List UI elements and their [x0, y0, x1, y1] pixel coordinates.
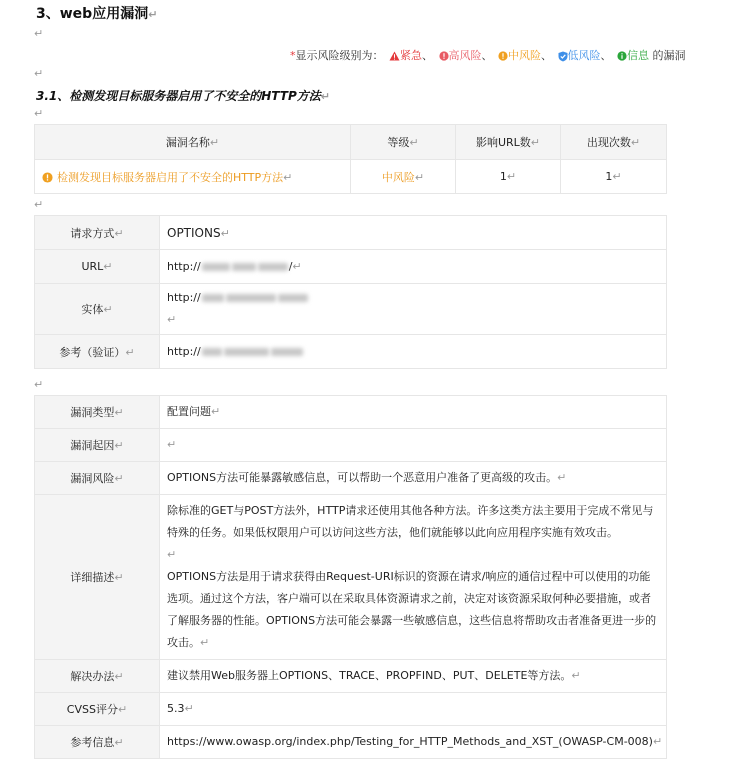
risk-label: 漏洞风险↵ — [35, 462, 160, 495]
header-occurrences: 出现次数↵ — [561, 125, 667, 160]
header-url-count: 影响URL数↵ — [456, 125, 561, 160]
cause-label: 漏洞起因↵ — [35, 429, 160, 462]
entity-label: 实体↵ — [35, 284, 160, 335]
url-count-cell: 1↵ — [456, 160, 561, 194]
header-vuln-name: 漏洞名称↵ — [35, 125, 351, 160]
table-row — [35, 726, 667, 759]
paragraph-mark: ↵ — [34, 67, 44, 80]
table-row — [35, 693, 667, 726]
table-row — [35, 284, 667, 335]
table-row — [35, 429, 667, 462]
type-label: 漏洞类型↵ — [35, 396, 160, 429]
risk-level-legend: *显示风险级别为： 紧急、 高风险、 中风险、 低风险、 信息 的漏洞 — [290, 49, 686, 62]
method-value: OPTIONS↵ — [160, 216, 667, 250]
paragraph-mark: ↵ — [34, 378, 44, 391]
table-row — [35, 216, 667, 250]
risk-value: OPTIONS方法可能暴露敏感信息，可以帮助一个恶意用户准备了更高级的攻击。↵ — [160, 462, 667, 495]
table-row — [35, 160, 667, 194]
vuln-name-cell[interactable]: 检测发现目标服务器启用了不安全的HTTP方法↵ — [35, 160, 351, 194]
method-label: 请求方式↵ — [35, 216, 160, 250]
header-level: 等级↵ — [351, 125, 456, 160]
type-value: 配置问题↵ — [160, 396, 667, 429]
description-label: 详细描述↵ — [35, 495, 160, 660]
reference-label: 参考（验证）↵ — [35, 335, 160, 369]
cause-value: ↵ — [160, 429, 667, 462]
url-value[interactable]: http:// /↵ — [160, 250, 667, 284]
warning-triangle-icon — [389, 51, 400, 61]
table-row — [35, 495, 667, 660]
table-row — [35, 660, 667, 693]
solution-label: 解决办法↵ — [35, 660, 160, 693]
table-row — [35, 396, 667, 429]
vulnerability-detail-table — [34, 395, 667, 759]
cvss-label: CVSS评分↵ — [35, 693, 160, 726]
medium-risk-icon — [42, 172, 53, 183]
medium-risk-icon — [498, 51, 508, 61]
reference-info-label: 参考信息↵ — [35, 726, 160, 759]
high-risk-icon — [439, 51, 449, 61]
description-value: 除标准的GET与POST方法外，HTTP请求还使用其他各种方法。许多这类方法主要用于完成不常见与特殊的任务。如果低权限用户可以访问这些方法，他们就能够以此向应用程序实施有效攻击。 ↵ OPTIONS方法是用于请求获得由Request-URI标识的资源在请求/响应的通信过程中可以使用的功能选项。通过这个方法，客户端可以在采取具体资源请求之前，决定对该资源采取何种必要措施，或者了解服务器的性能。OPTIONS方法可能会暴露一些敏感信息，这些信息将帮助攻击者准备更进一步的攻击。↵ — [160, 495, 667, 660]
paragraph-mark: ↵ — [34, 198, 44, 211]
vulnerability-summary-table — [34, 124, 667, 194]
paragraph-mark: ↵ — [34, 107, 44, 120]
solution-value: 建议禁用Web服务器上OPTIONS、TRACE、PROPFIND、PUT、DELETE等方法。↵ — [160, 660, 667, 693]
info-icon — [617, 51, 627, 61]
request-info-table — [34, 215, 667, 369]
reference-info-link[interactable]: https://www.owasp.org/index.php/Testing_for_HTTP_Methods_and_XST_(OWASP-CM-008)↵ — [160, 726, 667, 759]
url-label: URL↵ — [35, 250, 160, 284]
occurrences-cell: 1↵ — [561, 160, 667, 194]
paragraph-mark: ↵ — [34, 27, 44, 40]
table-row — [35, 462, 667, 495]
table-row — [35, 250, 667, 284]
entity-value[interactable]: http:// ↵ — [160, 284, 667, 335]
section-title: 3、web应用漏洞↵ — [36, 6, 158, 22]
shield-icon — [558, 51, 568, 62]
subsection-title: 3.1、检测发现目标服务器启用了不安全的HTTP方法↵ — [36, 89, 330, 103]
table-row — [35, 335, 667, 369]
reference-value[interactable]: http:// — [160, 335, 667, 369]
level-cell: 中风险↵ — [351, 160, 456, 194]
cvss-value: 5.3↵ — [160, 693, 667, 726]
